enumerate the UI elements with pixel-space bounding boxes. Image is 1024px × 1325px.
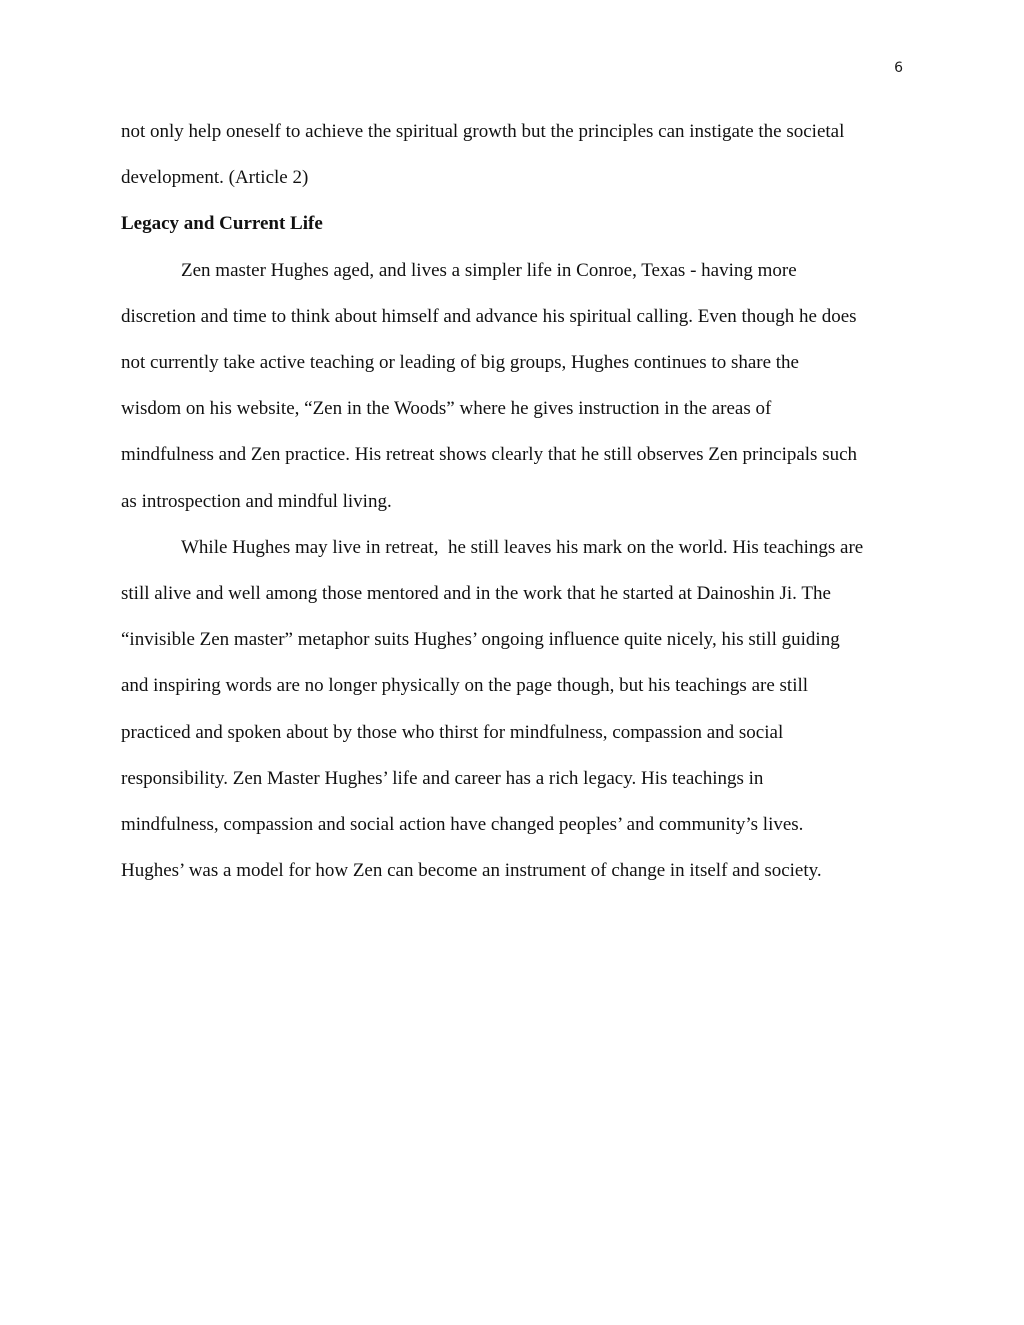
paragraph-current-life (121, 248, 911, 525)
text-line: not only help oneself to achieve the spiritual growth but the principles can instigate the societal (121, 121, 845, 142)
text-line: mindfulness and Zen practice. His retreat shows clearly that he still observes Zen principals such (121, 444, 858, 466)
text-line: practiced and spoken about by those who thirst for mindfulness, compassion and social (121, 721, 784, 743)
text-line: responsibility. Zen Master Hughes’ life and career has a rich legacy. His teachings in (121, 767, 764, 789)
text-line: wisdom on his website, “Zen in the Woods” where he gives instruction in the areas of (121, 398, 772, 420)
page-number: 6 (894, 60, 903, 76)
paragraph-legacy (121, 525, 911, 895)
text-line: Hughes’ was a model for how Zen can become an instrument of change in itself and society. (121, 860, 822, 882)
text-line: development. (Article 2) (121, 167, 309, 189)
section-heading: Legacy and Current Life (121, 213, 323, 235)
text-line: as introspection and mindful living. (121, 490, 392, 512)
text-line: mindfulness, compassion and social action have changed peoples’ and community’s lives. (121, 814, 804, 836)
text-line: and inspiring words are no longer physically on the page though, but his teachings are still (121, 675, 809, 697)
text-line: still alive and well among those mentored and in the work that he started at Dainoshin Ji. The (121, 583, 831, 605)
text-line: not currently take active teaching or leading of big groups, Hughes continues to share the (121, 352, 799, 374)
text-line: “invisible Zen master” metaphor suits Hughes’ ongoing influence quite nicely, his still guiding (121, 629, 840, 651)
document-body (121, 109, 911, 894)
text-line: discretion and time to think about himself and advance his spiritual calling. Even though he does (121, 305, 857, 327)
continuation-paragraph (121, 109, 911, 201)
text-line: Zen master Hughes aged, and lives a simpler life in Conroe, Texas - having more (181, 259, 797, 281)
text-line: While Hughes may live in retreat, he still leaves his mark on the world. His teachings are (181, 536, 864, 558)
